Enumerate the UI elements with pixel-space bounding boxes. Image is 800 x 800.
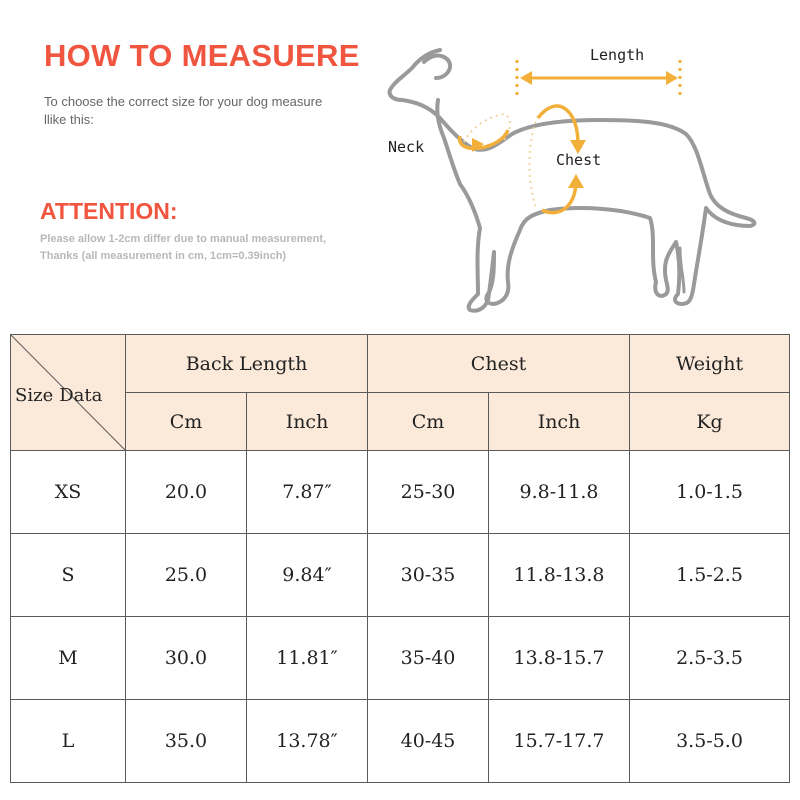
back-inch-cell: 11.81″ [247, 617, 368, 700]
header-weight: Weight [630, 335, 790, 393]
size-cell: M [11, 617, 126, 700]
length-arrow-head-right [666, 71, 678, 85]
header-chest-cm: Cm [368, 393, 489, 451]
corner-label [15, 385, 108, 406]
back-cm-cell: 20.0 [126, 451, 247, 534]
chest-cm-cell: 40-45 [368, 700, 489, 783]
neck-loop [460, 130, 508, 148]
length-arrow-head-left [520, 71, 532, 85]
table-corner-cell [11, 335, 126, 451]
back-inch-cell: 7.87″ [247, 451, 368, 534]
corner-data-label: Data [59, 385, 103, 406]
chest-inch-cell: 15.7-17.7 [489, 700, 630, 783]
dog-measurement-diagram [380, 38, 770, 334]
chest-inch-cell: 13.8-15.7 [489, 617, 630, 700]
weight-cell: 1.5-2.5 [630, 534, 790, 617]
table-row [11, 617, 790, 700]
back-cm-cell: 35.0 [126, 700, 247, 783]
instruction-text: To choose the correct size for your dog measure llike this: [44, 94, 323, 127]
dog-ear [424, 56, 450, 78]
table-row [11, 700, 790, 783]
table-row [11, 534, 790, 617]
attention-note [40, 231, 410, 265]
dog-outline [390, 50, 755, 311]
size-chart-table [10, 334, 790, 783]
back-inch-cell: 13.78″ [247, 700, 368, 783]
dog-illustration [380, 38, 770, 334]
header-back-length: Back Length [126, 335, 368, 393]
weight-cell: 3.5-5.0 [630, 700, 790, 783]
header-weight-kg: Kg [630, 393, 790, 451]
header-back-cm: Cm [126, 393, 247, 451]
attention-note-line-1: Please allow 1-2cm differ due to manual measurement, [40, 233, 327, 245]
length-label: Length [590, 46, 645, 64]
table-header-row-groups [11, 335, 790, 393]
chest-cm-cell: 35-40 [368, 617, 489, 700]
header-back-inch: Inch [247, 393, 368, 451]
back-inch-cell: 9.84″ [247, 534, 368, 617]
chest-inch-cell: 11.8-13.8 [489, 534, 630, 617]
chest-arrow-head-bottom [568, 174, 584, 188]
corner-size-label: Size [15, 385, 54, 406]
table-header-row-units [11, 393, 790, 451]
page-title: HOW TO MEASUERE [44, 38, 360, 73]
size-cell: XS [11, 451, 126, 534]
back-cm-cell: 30.0 [126, 617, 247, 700]
header-chest: Chest [368, 335, 630, 393]
weight-cell: 1.0-1.5 [630, 451, 790, 534]
attention-heading: ATTENTION: [40, 198, 178, 224]
size-cell: S [11, 534, 126, 617]
weight-cell: 2.5-3.5 [630, 617, 790, 700]
chest-cm-cell: 30-35 [368, 534, 489, 617]
chest-cm-cell: 25-30 [368, 451, 489, 534]
header-chest-inch: Inch [489, 393, 630, 451]
table-row [11, 451, 790, 534]
back-cm-cell: 25.0 [126, 534, 247, 617]
chest-inch-cell: 9.8-11.8 [489, 451, 630, 534]
attention-note-line-2: Thanks (all measurement in cm, 1cm=0.39inch) [40, 250, 287, 262]
size-cell: L [11, 700, 126, 783]
chest-label: Chest [556, 151, 602, 169]
neck-label: Neck [388, 138, 425, 156]
chest-loop-dotted [529, 116, 538, 208]
